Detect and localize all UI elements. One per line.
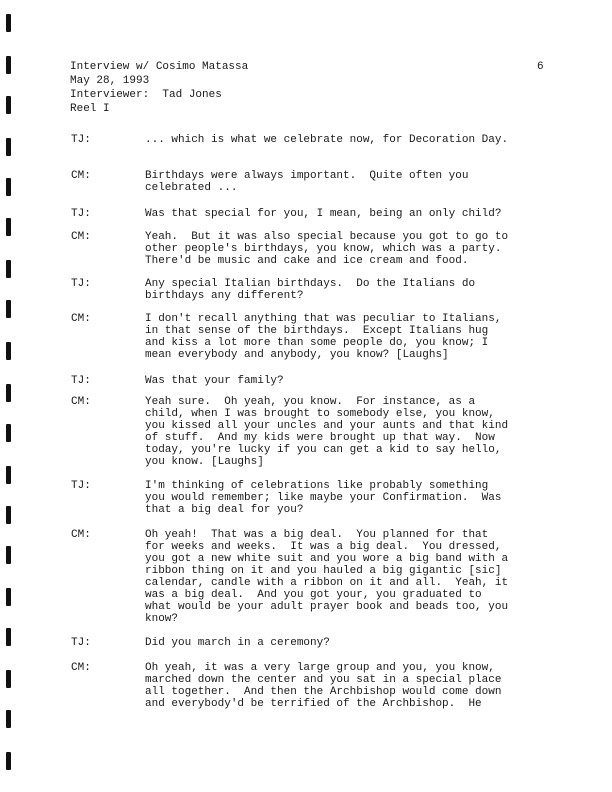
- speech-line: was a big deal. And you got your, you graduated to: [145, 589, 482, 601]
- speaker-label: CM:: [71, 170, 91, 182]
- binder-mark: [6, 300, 11, 318]
- binder-mark: [6, 178, 11, 196]
- speaker-label: TJ:: [71, 637, 91, 649]
- speech-text: [145, 134, 508, 146]
- speaker-label: TJ:: [71, 278, 91, 290]
- speech-line: calendar, candle with a ribbon on it and all. Yeah, it: [145, 577, 509, 589]
- speech-line: and everybody'd be terrified of the Archbishop. He: [145, 698, 482, 710]
- speech-line: today, you're lucky if you can get a kid to say hello,: [145, 444, 502, 456]
- binder-mark: [6, 96, 11, 114]
- speech-line: child, when I was brought to somebody else, you know,: [145, 408, 495, 420]
- speech-text: [145, 396, 508, 468]
- speech-line: in that sense of the birthdays. Except Italians hug: [145, 325, 489, 337]
- speech-line: that a big deal for you?: [145, 504, 304, 516]
- speech-line: There'd be music and cake and ice cream and food.: [145, 255, 469, 267]
- speech-text: [145, 480, 501, 516]
- binder-mark: [6, 670, 11, 688]
- speaker-label: CM:: [71, 396, 91, 408]
- speech-line: of stuff. And my kids were brought up that way. Now: [145, 432, 495, 444]
- speech-line: know?: [145, 613, 179, 625]
- binder-mark: [6, 710, 11, 728]
- speech-line: Birthdays were always important. Quite often you: [145, 170, 469, 182]
- speech-text: [145, 375, 284, 387]
- speech-text: [145, 529, 508, 625]
- binder-mark: [6, 260, 11, 278]
- speech-line: Oh yeah, it was a very large group and you, you know,: [145, 662, 495, 674]
- speech-line: you kissed all your uncles and your aunts and that kind: [145, 420, 509, 432]
- speech-line: other people's birthdays, you know, which was a party.: [145, 243, 502, 255]
- speech-line: Yeah. But it was also special because you got to go to: [145, 231, 509, 243]
- binder-mark: [6, 546, 11, 564]
- speech-line: Did you march in a ceremony?: [145, 637, 330, 649]
- binder-mark: [6, 424, 11, 442]
- binder-mark: [6, 56, 11, 74]
- speech-text: [145, 231, 508, 267]
- speaker-label: TJ:: [71, 208, 91, 220]
- speech-line: Oh yeah! That was a big deal. You planned for that: [145, 529, 489, 541]
- speech-line: all together. And then the Archbishop would come down: [145, 686, 502, 698]
- speech-line: Was that your family?: [145, 375, 284, 387]
- binder-mark: [6, 342, 11, 360]
- speech-line: mean everybody and anybody, you know? [Laughs]: [145, 349, 449, 361]
- binder-mark: [6, 384, 11, 402]
- speech-line: Yeah sure. Oh yeah, you know. For instance, as a: [145, 396, 476, 408]
- speech-text: [145, 313, 501, 361]
- speech-line: ribbon thing on it and you hauled a big gigantic [sic]: [145, 565, 502, 577]
- speaker-label: TJ:: [71, 375, 91, 387]
- speaker-label: CM:: [71, 662, 91, 674]
- speech-line: celebrated ...: [145, 182, 238, 194]
- speech-text: [145, 208, 501, 220]
- speaker-label: CM:: [71, 529, 91, 541]
- speech-line: marched down the center and you sat in a special place: [145, 674, 502, 686]
- speech-line: and kiss a lot more than some people do, you know; I: [145, 337, 489, 349]
- speech-line: I don't recall anything that was peculiar to Italians,: [145, 313, 502, 325]
- binder-mark: [6, 628, 11, 646]
- speech-line: what would be your adult prayer book and beads too, you: [145, 601, 509, 613]
- binder-mark: [6, 506, 11, 524]
- speech-line: ... which is what we celebrate now, for Decoration Day.: [145, 134, 509, 146]
- binder-mark: [6, 752, 11, 770]
- speech-text: [145, 278, 475, 302]
- speech-text: [145, 662, 501, 710]
- binder-mark: [6, 466, 11, 484]
- speech-line: Any special Italian birthdays. Do the Italians do: [145, 278, 476, 290]
- speaker-label: TJ:: [71, 480, 91, 492]
- speech-text: [145, 637, 330, 649]
- interview-date: May 28, 1993: [70, 75, 150, 87]
- speaker-label: CM:: [71, 231, 91, 243]
- speech-line: you got a new white suit and you wore a big band with a: [145, 553, 509, 565]
- interview-title: Interview w/ Cosimo Matassa: [70, 61, 249, 73]
- speech-line: Was that special for you, I mean, being an only child?: [145, 208, 502, 220]
- speaker-label: TJ:: [71, 134, 91, 146]
- page-number: 6: [537, 61, 544, 73]
- interviewer-line: Interviewer: Tad Jones: [70, 89, 222, 101]
- binder-mark: [6, 588, 11, 606]
- speech-line: I'm thinking of celebrations like probably something: [145, 480, 489, 492]
- speech-line: you know. [Laughs]: [145, 456, 264, 468]
- speech-line: for weeks and weeks. It was a big deal. You dressed,: [145, 541, 502, 553]
- binder-mark: [6, 14, 11, 32]
- binder-mark: [6, 138, 11, 156]
- speech-line: birthdays any different?: [145, 290, 304, 302]
- transcript-header: [70, 60, 248, 116]
- speech-text: [145, 170, 468, 194]
- reel-label: Reel I: [70, 103, 110, 115]
- binder-mark: [6, 218, 11, 236]
- speaker-label: CM:: [71, 313, 91, 325]
- speech-line: you would remember; like maybe your Confirmation. Was: [145, 492, 502, 504]
